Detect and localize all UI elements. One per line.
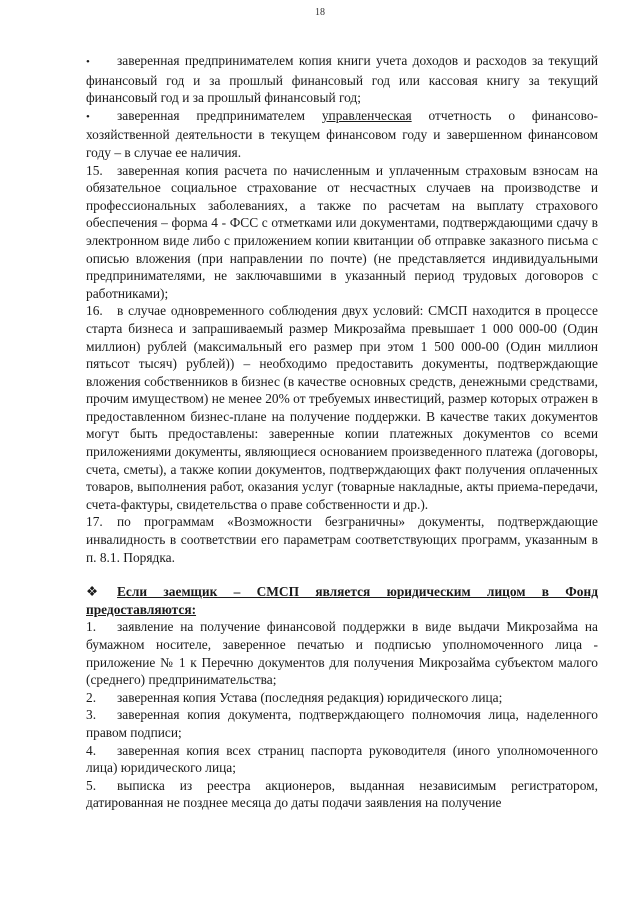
bullet-marker: • [86, 56, 90, 68]
item-text: по программам «Возможности безграничны» документы, подтверждающие инвалидность в соответствии его параметрам соответствующих программ, указанным в п. 8.1. Порядка. [86, 514, 598, 565]
item-text: заверенная копия Устава (последняя редакция) юридического лица; [117, 689, 503, 705]
item-number: 15. [86, 162, 103, 178]
list-item [86, 689, 598, 707]
list-item [86, 706, 598, 741]
section-heading-text: Если заемщик – СМСП является юридическим лицом в Фонд предоставляются: [86, 584, 598, 617]
item-number: 3. [86, 707, 97, 723]
item-number: 16. [86, 303, 103, 319]
page-number: 18 [315, 7, 325, 18]
item-text-continued: отчетность о финансово-хозяйственной деятельности в текущем финансовом году и завершенном финансовом году – в случае ее наличия. [86, 107, 598, 160]
list-item [86, 162, 598, 303]
item-text: заверенная предпринимателем [117, 107, 322, 123]
item-text: заверенная копия расчета по начисленным и уплаченным страховым взносам на обязательное социальное страхование от несчастных случаев на производстве и профессиональных заболеваниях, а также по расчетам на выплату страхового обеспечения – форма 4 - ФСС с отметками или документами, подтверждающими сдачу в электронном виде либо с приложением копии квитанции об отправке заказного письма с описью вложения (при направлении по почте) (не представляется индивидуальными предпринимателями, не заключавшими в указанный период трудовых договоров с работниками); [86, 162, 598, 301]
list-item [86, 52, 598, 107]
item-number: 17. [86, 514, 103, 530]
bullet-marker: • [86, 110, 90, 123]
item-text: заверенная копия всех страниц паспорта руководителя (иного уполномоченного лица) юридического лица; [86, 742, 598, 776]
list-item [86, 618, 598, 688]
item-text: в случае одновременного соблюдения двух условий: СМСП находится в процессе старта бизнеса и запрашиваемый размер Микрозайма превышает 1 000 000-00 (Один миллион) рублей (максимальный его размер при этом 1 500 000-00 (Один миллион пятьсот тысяч) рублей)) – необходимо предоставить документы, подтверждающие вложения собственников в бизнес (в качестве основных средств, денежными средствами, прочим имуществом) не менее 20% от требуемых инвестиций, размер которых отражен в предоставленном бизнес-плане на получение поддержки. В качестве таких документов могут быть предоставлены: заверенные копии платежных документов со всеми приложениями документы, являющиеся основанием произведенного платежа (договоры, счета, сметы), а также копии документов, подтверждающих факт получения оплаченных товаров, выполнения работ, оказания услуг (товарные накладные, акты приема-передачи, счета-фактуры, свидетельства о праве собственности и др.). [86, 303, 598, 512]
item-number: 4. [86, 742, 97, 758]
list-item [86, 513, 598, 566]
item-number: 1. [86, 619, 97, 635]
section-marker-icon: ❖ [86, 584, 99, 600]
item-text: выписка из реестра акционеров, выданная независимым регистратором, датированная не позднее месяца до даты подачи заявления на получение [86, 777, 598, 811]
item-text: заверенная копия документа, подтверждающего полномочия лица, наделенного правом подписи; [86, 707, 598, 740]
list-item [86, 777, 598, 812]
list-item [86, 302, 598, 513]
list-item [86, 107, 598, 162]
underlined-term: управленческая [321, 107, 412, 123]
item-number: 2. [86, 689, 97, 705]
section-spacer [86, 566, 598, 583]
section-heading [86, 583, 598, 618]
item-number: 5. [86, 777, 97, 793]
list-item [86, 742, 598, 777]
document-body [86, 52, 598, 812]
item-text: заявление на получение финансовой поддержки в виде выдачи Микрозайма на бумажном носителе, заверенное печатью и подписью уполномоченного лица - приложение № 1 к Перечню документов для получения Микрозайма субъектом малого (среднего) предпринимательства; [86, 619, 598, 688]
item-text: заверенная предпринимателем копия книги учета доходов и расходов за текущий финансовый год и за прошлый финансовый год или кассовая книгу за текущий финансовый год и за прошлый финансовый год; [86, 53, 598, 106]
